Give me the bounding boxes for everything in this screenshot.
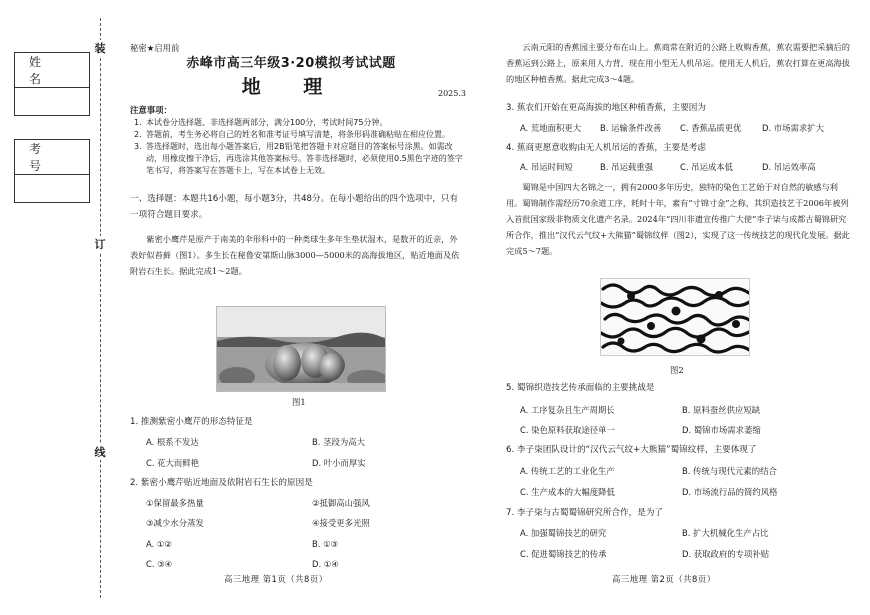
q4-option-c[interactable]: C. 吊运成本低 (680, 162, 734, 172)
question-3-stem: 3. 蕉农们开始在更高海拔的地区种植香蕉，主要因为 (506, 103, 706, 113)
question-6-stem: 6. 李子柒团队设计的“汉代云气纹+大熊猫”蜀锦纹样，主要体现了 (506, 445, 757, 455)
q1-option-d[interactable]: D. 叶小而厚实 (312, 458, 366, 468)
name-field[interactable] (15, 88, 90, 116)
passage-banana: 云南元阳的香蕉园主要分布在山上。蕉商常在附近的公路上收购香蕉，蕉农需要把采摘后的香蕉运到公路上，原来用人力背，现在用小型无人机吊运。使用无人机后，蕉农打算在更高海拔的地区种植香蕉。据此完成3～4题。 (506, 42, 850, 84)
q6-option-d[interactable]: D. 市场流行品的简约风格 (682, 487, 778, 497)
binding-margin (0, 0, 112, 615)
notice-item: 1. 本试卷分选择题、非选择题两部分，满分100分，考试时间75分钟。 (134, 117, 388, 127)
binding-mark: 线 (94, 446, 106, 459)
page-1-footer: 高三地理 第1页（共8页） (224, 574, 328, 584)
binding-mark: 订 (94, 238, 106, 251)
notice-block (130, 104, 464, 177)
q2-option-c[interactable]: C. ③④ (146, 559, 173, 569)
q4-option-b[interactable]: B. 吊运载重强 (600, 162, 653, 172)
notice-item: 3. 答选择题时，选出每小题答案后，用2B铅笔把答题卡对应题目的答案标号涂黑。如需改动，用橡皮擦干净后，再选涂其他答案标号。答非选择题时，必须使用0.5黑色字迹的签字笔书写，将答案写在答题卡上，写在本试卷上无效。 (134, 141, 463, 175)
q5-option-b[interactable]: B. 原料蚕丝供应短缺 (682, 405, 761, 415)
q6-option-b[interactable]: B. 传统与现代元素的结合 (682, 466, 777, 476)
q1-option-c[interactable]: C. 花大而鲜艳 (146, 458, 200, 468)
q7-option-d[interactable]: D. 获取政府的专项补贴 (682, 549, 770, 559)
q1-option-a[interactable]: A. 根系不发达 (146, 437, 199, 447)
q6-option-c[interactable]: C. 生产成本的大幅度降低 (520, 487, 615, 497)
passage-plant: 紫密小鹰芹是原产于南美的伞形科中的一种类球生多年生垫状湿木，是数开的近亲，外表好似苔藓（图1）。多生长在秘鲁安第斯山脉3000—5000米的高海拔地区，贴近地面及依附岩石生长。据此完成1～2题。 (130, 234, 460, 276)
q3-option-d[interactable]: D. 市场需求扩大 (762, 123, 825, 133)
binding-mark: 装 (94, 42, 106, 55)
q5-option-c[interactable]: C. 染色原料获取途径单一 (520, 425, 615, 435)
question-4-stem: 4. 蕉商更愿意收购由无人机吊运的香蕉，主要是考虑 (506, 143, 706, 153)
q7-option-a[interactable]: A. 加强蜀锦技艺的研究 (520, 528, 607, 538)
q5-option-a[interactable]: A. 工序复杂且生产周期长 (520, 405, 615, 415)
exam-number-label: 考 号 (15, 140, 90, 175)
notice-title: 注意事项： (130, 105, 172, 115)
q7-option-b[interactable]: B. 扩大机械化生产占比 (682, 528, 769, 538)
q2-item-3: ③减少水分蒸发 (146, 518, 204, 528)
exam-number-field[interactable] (15, 175, 90, 203)
question-2-stem: 2. 紫密小鹰芹贴近地面及依附岩石生长的原因是 (130, 478, 313, 488)
figure-1-caption: 图1 (292, 397, 306, 407)
subject-title: 地 理 (241, 76, 341, 98)
binding-dashed-line (100, 18, 101, 598)
figure-2-caption: 图2 (670, 365, 684, 375)
name-label: 姓 名 (15, 53, 90, 88)
section-heading: 一、选择题：本题共16小题，每小题3分，共48分。在每小题给出的四个选项中，只有一项符合题目要求。 (130, 194, 459, 220)
q5-option-d[interactable]: D. 蜀锦市场需求萎缩 (682, 425, 761, 435)
exam-date: 2025.3 (438, 89, 466, 98)
q2-item-4: ④接受更多光照 (312, 518, 370, 528)
page-1 (116, 0, 466, 615)
q2-item-2: ②抵御高山强风 (312, 498, 370, 508)
q2-option-d[interactable]: D. ①④ (312, 559, 339, 569)
candidate-info-table (14, 52, 90, 203)
q6-option-a[interactable]: A. 传统工艺的工业化生产 (520, 466, 615, 476)
q3-option-c[interactable]: C. 香蕉品质更优 (680, 123, 742, 133)
q2-option-b[interactable]: B. ①③ (312, 539, 339, 549)
q3-option-a[interactable]: A. 荒地面积更大 (520, 123, 582, 133)
question-7-stem: 7. 李子柒与古蜀蜀锦研究所合作，是为了 (506, 508, 664, 518)
passage-shu-brocade: 蜀锦是中国四大名锦之一，拥有2000多年历史，独特的染色工艺始于对自然的敏感与利用。蜀锦制作需经历70余道工序，耗时十年，素有“寸锦寸金”之称，其织造技艺于2006年被列入首批国家级非物质文化遗产名录。2024年“四川非遗宣传推广大使”李子柒与成都古蜀锦研究所合作，推出“汉代云气纹+大熊猫”蜀锦纹样（图2），实现了这一传统技艺的现代化发展。据此完成5～7题。 (506, 182, 850, 256)
secret-mark: 秘密★启用前 (130, 43, 180, 53)
q1-option-b[interactable]: B. 茎段为高大 (312, 437, 365, 447)
exam-title: 赤峰市高三年级3·20模拟考试试题 (186, 56, 396, 71)
q4-option-a[interactable]: A. 吊运时间短 (520, 162, 573, 172)
figure-2-pattern (600, 278, 750, 356)
page-2 (500, 0, 852, 615)
q4-option-d[interactable]: D. 吊运效率高 (762, 162, 816, 172)
notice-item: 2. 答题前，考生务必将自己的姓名和准考证号填写清楚，将条形码准确粘贴在相应位置。 (134, 129, 450, 139)
q2-option-a[interactable]: A. ①② (146, 539, 172, 549)
figure-1-photo (216, 306, 386, 392)
q7-option-c[interactable]: C. 促进蜀锦技艺的传承 (520, 549, 607, 559)
q3-option-b[interactable]: B. 运输条件改善 (600, 123, 662, 133)
q2-item-1: ①保留最多热量 (146, 498, 204, 508)
page-2-footer: 高三地理 第2页（共8页） (612, 574, 716, 584)
question-1-stem: 1. 推测紫密小鹰芹的形态特征是 (130, 417, 253, 427)
question-5-stem: 5. 蜀锦织造技艺传承面临的主要挑战是 (506, 383, 655, 393)
